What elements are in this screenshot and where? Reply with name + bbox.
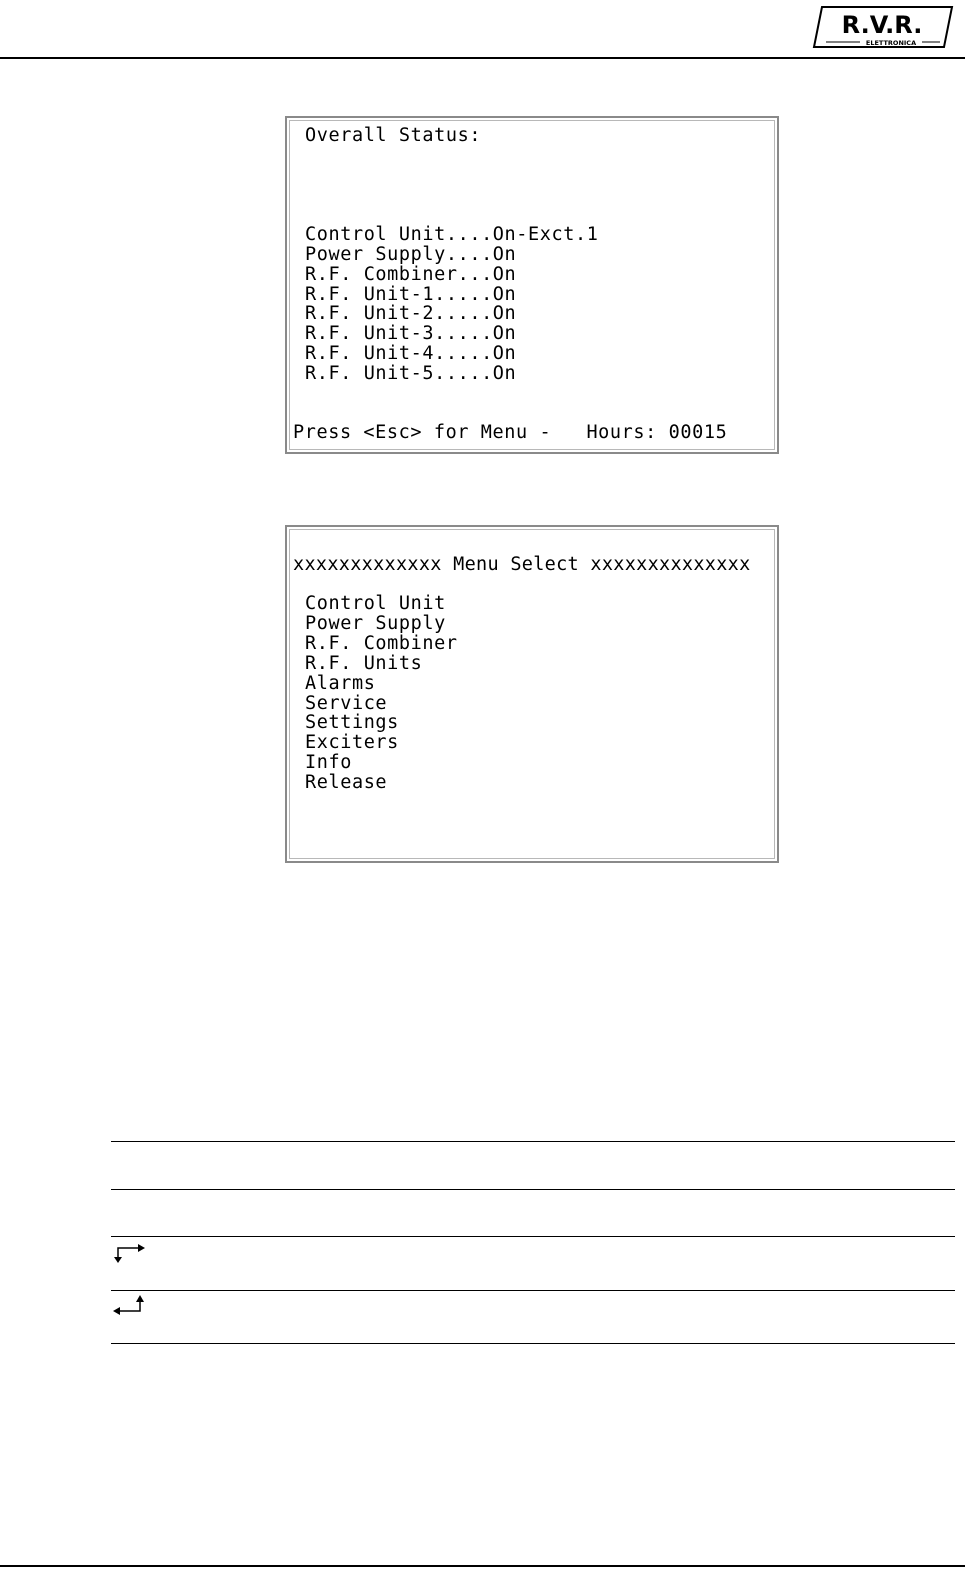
status-row: R.F. Unit-4.....On xyxy=(305,343,517,364)
table-rule xyxy=(111,1290,955,1291)
menu-item-settings[interactable]: Settings xyxy=(305,712,399,733)
logo-subtext: ELETTRONICA xyxy=(865,39,917,47)
menu-item-exciters[interactable]: Exciters xyxy=(305,732,399,753)
menu-item-release[interactable]: Release xyxy=(305,772,388,793)
menu-item-rf-units[interactable]: R.F. Units xyxy=(305,653,423,674)
menu-item-control-unit[interactable]: Control Unit xyxy=(305,593,446,614)
table-rule xyxy=(111,1141,955,1142)
table-rule xyxy=(111,1189,955,1190)
status-row: R.F. Unit-2.....On xyxy=(305,303,517,324)
status-title: Overall Status: xyxy=(305,125,482,146)
footer-rule xyxy=(0,1565,965,1567)
status-row: R.F. Unit-3.....On xyxy=(305,323,517,344)
menu-screen xyxy=(285,525,779,863)
menu-item-alarms[interactable]: Alarms xyxy=(305,673,376,694)
menu-item-power-supply[interactable]: Power Supply xyxy=(305,613,446,634)
left-up-arrow-icon xyxy=(112,1293,146,1319)
menu-item-info[interactable]: Info xyxy=(305,752,352,773)
menu-title: xxxxxxxxxxxxx Menu Select xxxxxxxxxxxxxx xyxy=(293,554,751,575)
rvr-logo xyxy=(812,4,954,50)
table-rule xyxy=(111,1343,955,1344)
status-row: R.F. Unit-1.....On xyxy=(305,284,517,305)
header-rule xyxy=(0,57,965,59)
status-row: R.F. Unit-5.....On xyxy=(305,363,517,384)
status-row: Control Unit....On-Exct.1 xyxy=(305,224,599,245)
status-screen xyxy=(285,116,779,454)
menu-item-service[interactable]: Service xyxy=(305,693,388,714)
logo-text: R.V.R. xyxy=(841,11,923,39)
status-footer: Press <Esc> for Menu - Hours: 00015 xyxy=(293,422,728,443)
status-row: Power Supply....On xyxy=(305,244,517,265)
menu-item-rf-combiner[interactable]: R.F. Combiner xyxy=(305,633,458,654)
down-right-arrow-icon xyxy=(112,1241,146,1267)
status-row: R.F. Combiner...On xyxy=(305,264,517,285)
table-rule xyxy=(111,1236,955,1237)
